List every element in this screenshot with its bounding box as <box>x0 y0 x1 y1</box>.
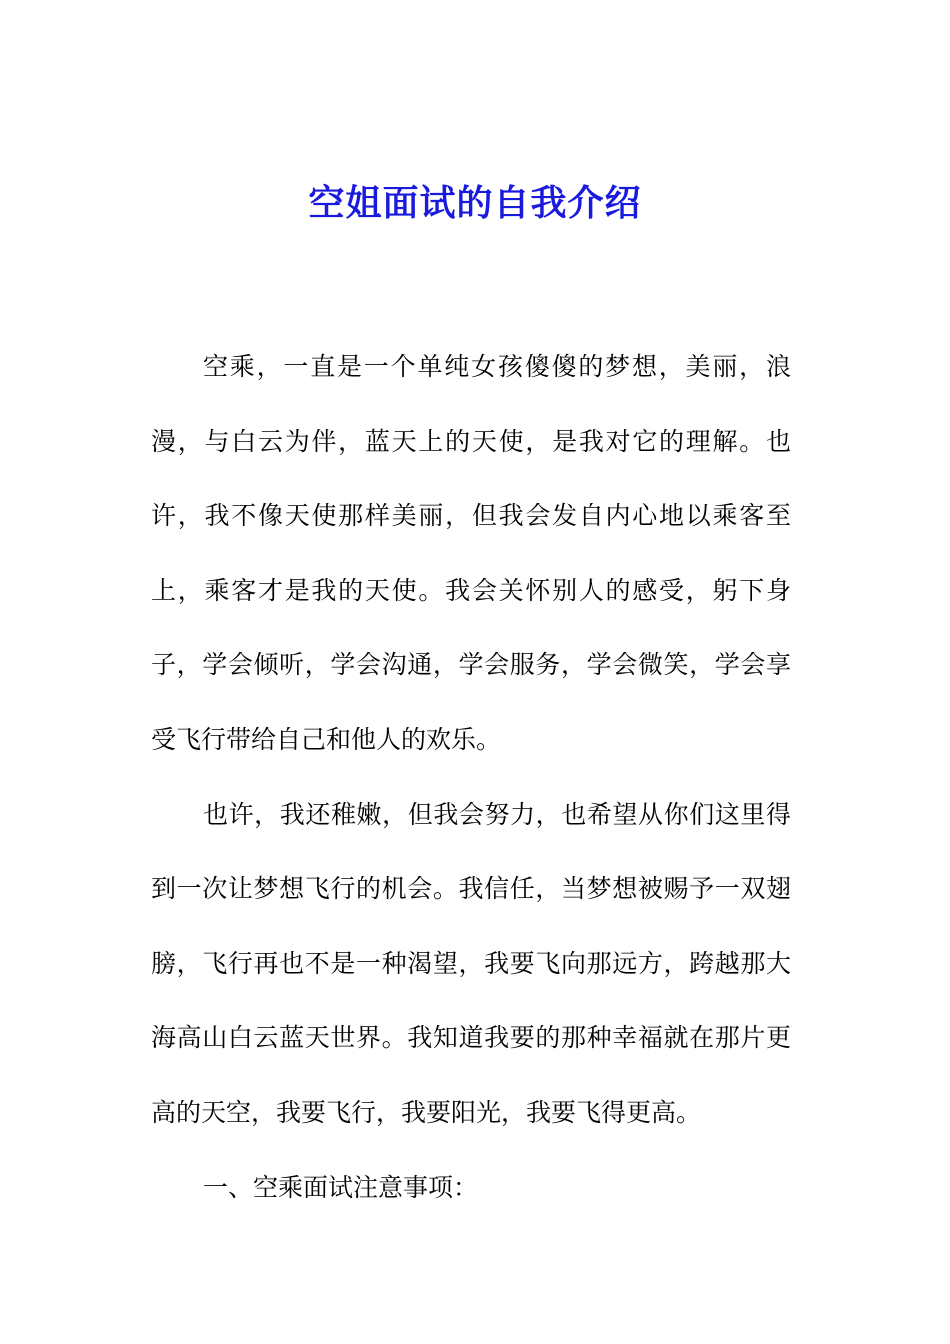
section-heading-interview-notes: 一、空乘面试注意事项： <box>203 1172 479 1202</box>
document-body <box>151 330 791 1225</box>
paragraph-aspiration: 也许，我还稚嫩，但我会努力，也希望从你们这里得到一次让梦想飞行的机会。我信任，当梦想被赐予一双翅膀，飞行再也不是一种渴望，我要飞向那远方，跨越那大海高山白云蓝天世界。我知道我要的那种幸福就在那片更高的天空，我要飞行，我要阳光，我要飞得更高。 <box>151 799 791 1127</box>
paragraph-intro: 空乘，一直是一个单纯女孩傻傻的梦想，美丽，浪漫，与白云为伴，蓝天上的天使，是我对它的理解。也许，我不像天使那样美丽，但我会发自内心地以乘客至上，乘客才是我的天使。我会关怀别人的感受，躬下身子，学会倾听，学会沟通，学会服务，学会微笑，学会享受飞行带给自己和他人的欢乐。 <box>151 352 791 754</box>
page-title: 空姐面试的自我介绍 <box>308 182 642 224</box>
